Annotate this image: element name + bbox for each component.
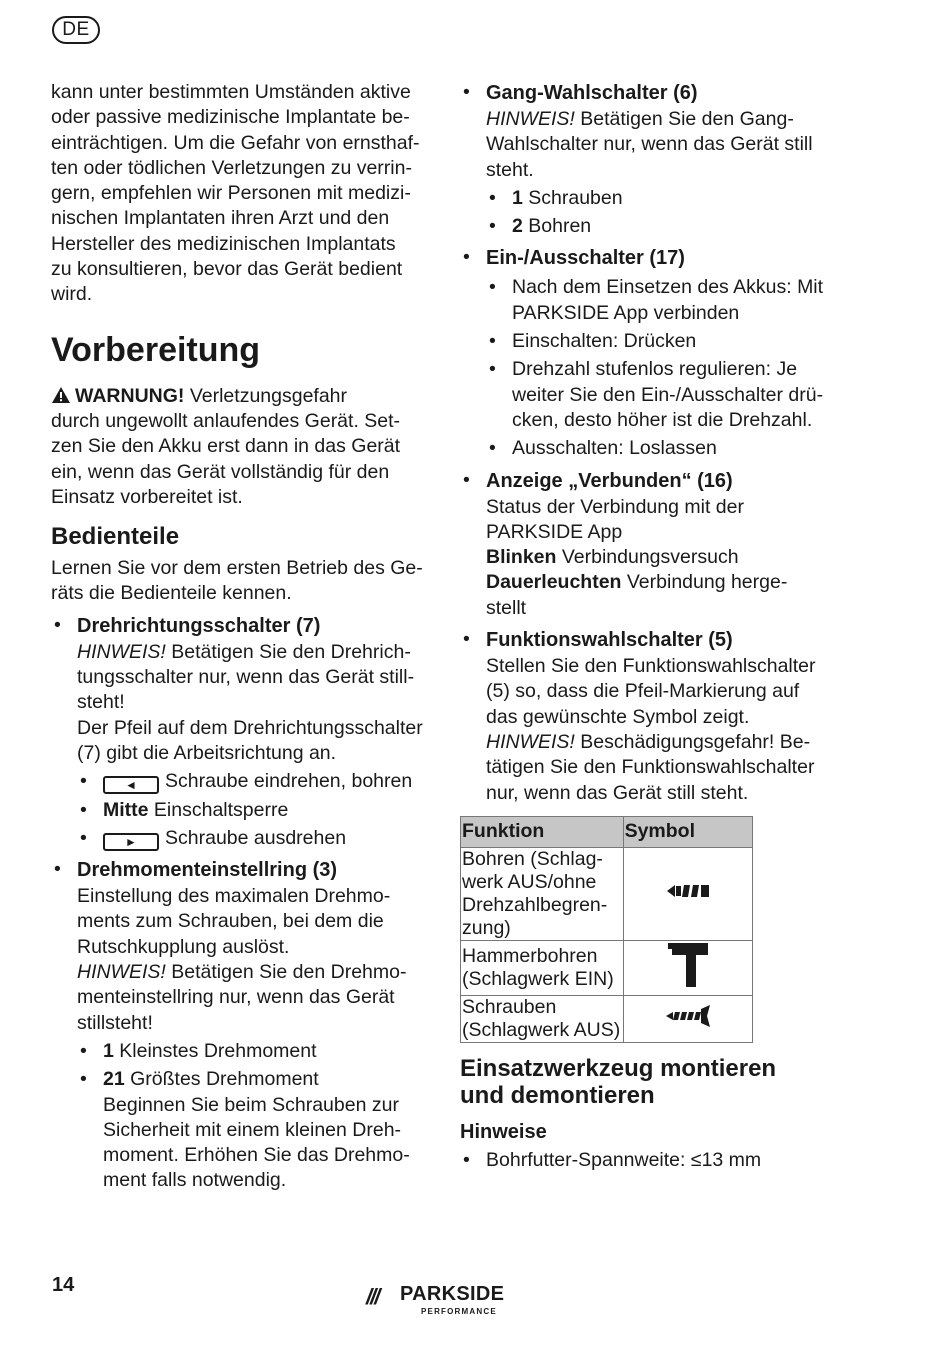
bullet: • — [463, 81, 470, 103]
sub-item-label: Einschaltsperre — [148, 798, 289, 821]
list-item-drehrichtungsschalter — [51, 613, 423, 851]
list-item-anzeige-verbunden — [460, 468, 825, 621]
page-number: 14 — [52, 1274, 75, 1296]
sub-item-text — [512, 214, 825, 239]
screw-symbol-icon — [663, 1005, 713, 1027]
sub-item-text — [103, 798, 423, 823]
warning-paragraph — [51, 384, 423, 510]
bedienteile-intro: Lernen Sie vor dem ersten Betrieb des Ge- räts die Bedienteile kennen. — [51, 557, 423, 605]
bullet: • — [80, 1039, 87, 1062]
sub-item — [77, 798, 423, 823]
warning-triangle-icon — [51, 386, 71, 404]
table-cell-symbol — [623, 940, 752, 995]
sub-item — [77, 1067, 423, 1193]
warning-label: WARNUNG! — [75, 384, 185, 407]
item-title: Funktionswahlschalter (5) — [486, 629, 733, 652]
sub-item-text: Nach dem Einsetzen des Akkus: Mit PARKSIDE App verbinden — [512, 276, 824, 324]
list-item-gang-wahlschalter — [460, 80, 825, 239]
warning-text: Verletzungsgefahr durch ungewollt anlaufendes Gerät. Set- zen Sie den Akku erst dann in das Gerät ein, wenn das Gerät vollständig für den Einsatz vorbereitet ist. — [51, 384, 401, 508]
hint-text: Bohrfutter-Spannweite: ≤13 mm — [486, 1148, 762, 1171]
note-label: HINWEIS! — [486, 108, 575, 130]
table-cell-symbol — [623, 847, 752, 940]
sub-item-text: Einschalten: Drücken — [512, 330, 697, 353]
sub-item — [77, 826, 423, 851]
sub-item — [77, 769, 423, 794]
item-title: Drehrichtungsschalter (7) — [77, 614, 321, 637]
logo-brand: PARKSIDE — [400, 1283, 505, 1305]
table-cell-funktion: Schrauben (Schlagwerk AUS) — [461, 995, 624, 1042]
sub-item — [486, 436, 825, 461]
table-cell-funktion: Hammerbohren (Schlagwerk EIN) — [461, 940, 624, 995]
item-description: Einstellung des maximalen Drehmo- ments zum Schrauben, bei dem die Rutschkupplung auslöst. — [77, 885, 391, 958]
item-title: Ein-/Ausschalter (17) — [486, 247, 685, 270]
status-text: Verbindungsversuch — [556, 546, 739, 569]
bullet: • — [489, 330, 496, 353]
table-cell-funktion: Bohren (Schlag- werk AUS/ohne Drehzahlbegren- zung) — [461, 847, 624, 940]
table-header-row — [461, 816, 753, 847]
bullet: • — [80, 1068, 87, 1091]
bullet: • — [54, 858, 61, 881]
list-item-bohrfutter — [460, 1148, 825, 1173]
note-label: HINWEIS! — [77, 640, 166, 663]
item-description: Der Pfeil auf dem Drehrichtungsschalter (7) gibt die Arbeitsrichtung an. — [77, 716, 423, 764]
sub-item — [486, 214, 825, 239]
sub-item-text — [103, 1039, 423, 1064]
table-row — [461, 995, 753, 1042]
language-badge — [52, 16, 100, 44]
sub-item-label: Kleinstes Drehmoment — [113, 1039, 317, 1062]
function-table — [460, 816, 753, 1043]
bullet: • — [463, 628, 470, 651]
drill-symbol-icon — [663, 882, 713, 900]
arrow-right-icon: ► — [103, 833, 159, 851]
table-header-symbol: Symbol — [623, 816, 752, 847]
table-header-funktion: Funktion — [461, 816, 624, 847]
sub-item-label: Schraube ausdrehen — [165, 826, 347, 849]
list-item-drehmomenteinstellring — [51, 857, 423, 1194]
note-label: HINWEIS! — [486, 730, 575, 753]
table-cell-symbol — [623, 995, 752, 1042]
bullet: • — [489, 358, 496, 381]
hammer-symbol-icon — [666, 941, 710, 989]
sub-item — [486, 357, 825, 433]
sub-item-text — [103, 1067, 423, 1092]
sub-item-label: Bohren — [522, 215, 592, 238]
note-text: Betätigen Sie den Gang- Wahlschalter nur, wenn das Gerät still steht. — [486, 108, 813, 181]
sub-item-label: Schraube eindrehen, bohren — [165, 770, 413, 793]
subsection-heading-hinweise: Hinweise — [460, 1120, 547, 1143]
sub-item-bold: 1 — [512, 186, 523, 209]
status-label: Blinken — [486, 546, 557, 569]
logo-slashes-icon: /// — [366, 1284, 379, 1309]
bullet: • — [80, 770, 87, 793]
sub-item-bold: 2 — [512, 215, 523, 238]
sub-item-text: Ausschalten: Loslassen — [512, 437, 717, 460]
bullet: • — [54, 613, 61, 636]
sub-item-text — [103, 769, 423, 794]
sub-item-text: Drehzahl stufenlos regulieren: Je weiter Sie den Ein-/Ausschalter drü- cken, desto höher ist die Drehzahl. — [512, 358, 824, 431]
logo-subbrand: PERFORMANCE — [421, 1307, 497, 1316]
table-row — [461, 847, 753, 940]
bullet: • — [489, 437, 496, 460]
item-note — [486, 730, 825, 806]
sub-item-label: Größtes Drehmoment — [124, 1068, 319, 1091]
sub-item — [486, 186, 825, 211]
bullet: • — [80, 826, 87, 849]
sub-item-bold: 1 — [103, 1039, 114, 1062]
arrow-left-icon: ◄ — [103, 776, 159, 794]
item-note — [486, 107, 825, 183]
sub-item-text — [512, 186, 825, 211]
section-heading-vorbereitung: Vorbereitung — [51, 330, 261, 369]
sub-item-bold: 21 — [103, 1068, 125, 1091]
subsection-heading-bedienteile: Bedienteile — [51, 523, 180, 551]
note-label: HINWEIS! — [77, 961, 166, 984]
item-description: Stellen Sie den Funktionswahlschalter (5) so, dass die Pfeil-Markierung auf das gewünschte Symbol zeigt. — [486, 655, 816, 728]
note-text: Beschädigungsgefahr! Be- tätigen Sie den Funktionswahlschalter nur, wenn das Gerät still steht. — [486, 730, 815, 804]
left-column — [51, 80, 423, 1194]
status-label: Dauerleuchten — [486, 571, 622, 594]
bullet: • — [463, 468, 470, 491]
right-column — [460, 80, 825, 1173]
sub-item-bold: Mitte — [103, 798, 149, 821]
bullet: • — [489, 215, 496, 238]
table-row — [461, 940, 753, 995]
bullet: • — [489, 276, 496, 299]
note-text: Betätigen Sie den Drehrich- tungsschalter nur, wenn das Gerät still- steht! — [77, 640, 415, 714]
sub-item — [486, 275, 825, 326]
item-note — [77, 640, 423, 716]
item-description: Status der Verbindung mit der PARKSIDE App — [486, 495, 744, 543]
language-badge-label: DE — [62, 19, 90, 40]
bullet: • — [489, 186, 496, 209]
sub-item-label: Schrauben — [522, 186, 623, 209]
status-text: Verbindung herge- stellt — [486, 571, 788, 619]
status-dauerleuchten — [486, 570, 825, 621]
sub-item-text — [103, 826, 423, 851]
section-heading-einsatzwerkzeug: Einsatzwerkzeug montieren und demontieren — [460, 1054, 777, 1109]
list-item-funktionswahlschalter — [460, 627, 825, 806]
sub-item — [77, 1039, 423, 1064]
intro-paragraph: kann unter bestimmten Umständen aktive oder passive medizinische Implantate be- einträchtigen. Um die Gefahr von ernsthaf- ten oder tödlichen Verletzungen zu verrin- gern, empfehlen wir Personen mit medizi- nischen Implantaten ihren Arzt und den Hersteller des medizinischen Implantats zu konsultieren, bevor das Gerät bedient wird. — [51, 81, 420, 306]
item-title: Drehmomenteinstellring (3) — [77, 859, 338, 882]
list-item-ein-ausschalter — [460, 245, 825, 461]
sub-item-extra: Beginnen Sie beim Schrauben zur Sicherheit mit einem kleinen Dreh- moment. Erhöhen Sie das Drehmo- ment falls notwendig. — [103, 1093, 410, 1192]
note-text: Betätigen Sie den Drehmo- menteinstellring nur, wenn das Gerät stillsteht! — [77, 961, 407, 1034]
bullet: • — [80, 798, 87, 821]
bullet: • — [463, 1148, 470, 1171]
item-note — [77, 960, 423, 1036]
parkside-logo — [366, 1283, 516, 1319]
status-blinken — [486, 545, 825, 570]
sub-item — [486, 329, 825, 354]
item-title: Anzeige „Verbunden“ (16) — [486, 469, 733, 492]
bullet: • — [463, 246, 470, 269]
item-title: Gang-Wahlschalter (6) — [486, 82, 698, 104]
